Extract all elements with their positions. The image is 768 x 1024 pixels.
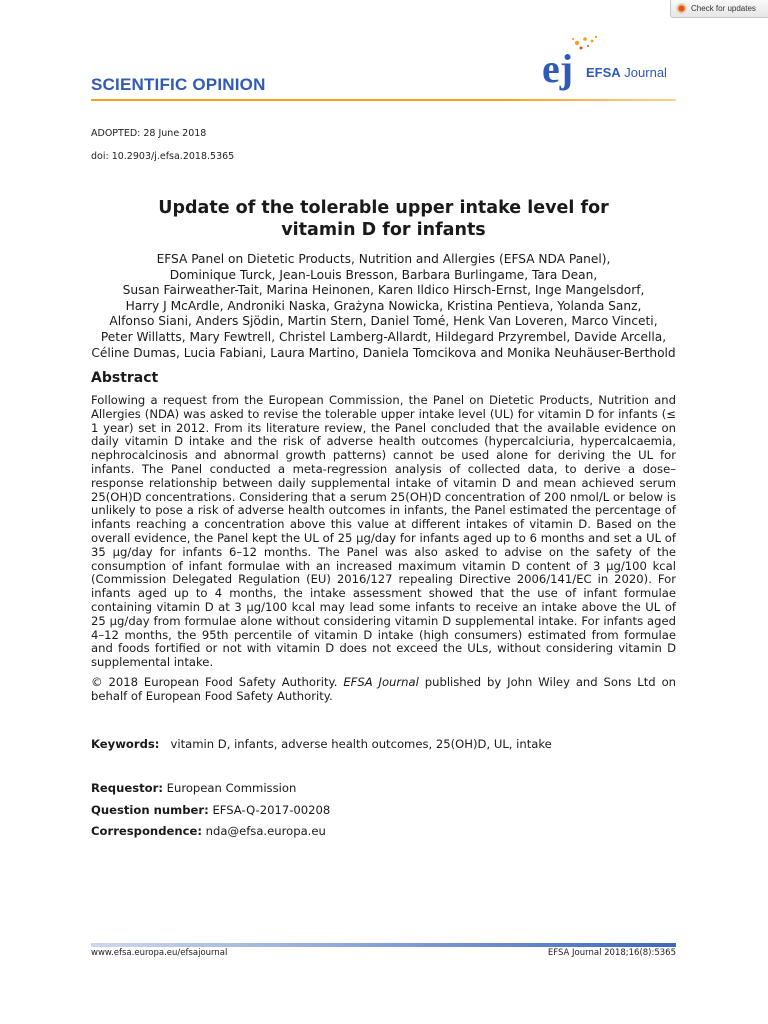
requestor-label: Requestor: <box>91 781 163 795</box>
section-label: SCIENTIFIC OPINION <box>91 75 266 94</box>
copyright-text-end: published by John Wiley and Sons Ltd on behalf of European Food Safety Authority. <box>91 674 677 703</box>
requestor-value: European Commission <box>166 781 297 795</box>
author-line: Harry J McArdle, Androniki Naska, Grażyna Nowicka, Kristina Pentieva, Yolanda Sanz, <box>125 298 642 313</box>
correspondence-label: Correspondence: <box>91 824 202 838</box>
author-list <box>91 252 676 361</box>
header-rule <box>91 99 676 101</box>
copyright-text: © 2018 European Food Safety Authority. <box>91 674 344 689</box>
author-line: Peter Willatts, Mary Fewtrell, Christel Lamberg-Allardt, Hildegard Przyrembel, Davide Arcella, <box>100 329 667 344</box>
requestor <box>91 781 296 795</box>
correspondence <box>91 824 326 838</box>
title-line: Update of the tolerable upper intake level for <box>158 198 609 218</box>
logo-mark: ej <box>542 46 574 91</box>
doi-link[interactable]: doi: 10.2903/j.efsa.2018.5365 <box>91 151 235 162</box>
author-line: Alfonso Siani, Anders Sjödin, Martin Stern, Daniel Tomé, Henk Van Loveren, Marco Vinceti, <box>109 314 658 329</box>
logo-brand: EFSA <box>586 65 621 80</box>
crossmark-icon <box>676 3 687 14</box>
keywords <box>91 737 552 751</box>
question-number <box>91 803 330 817</box>
abstract-text: Following a request from the European Commission, the Panel on Dietetic Products, Nutrition and Allergies (NDA) was asked to revise the tolerable upper intake level (UL) for vitamin D for infants (≤ 1 year) set in 2012. From its literature review, the Panel concluded that the available evidence on daily vitamin D intake and the risk of adverse health outcomes (hypercalciuria, hypercalcaemia, nephrocalcinosis and abnormal growth patterns) cannot be used alone for deriving the UL for infants. The Panel conducted a meta-regression analysis of collected data, to derive a dose–response relationship between daily supplemental intake of vitamin D and mean achieved serum 25(OH)D concentrations. Considering that a serum 25(OH)D concentration of 200 nmol/L or below is unlikely to pose a risk of adverse health outcomes in infants, the Panel estimated the percentage of infants reaching a concentration above this value at different intakes of vitamin D. Based on the overall evidence, the Panel kept the UL of 25 μg/day for infants aged up to 6 months and set a UL of 35 μg/day for infants 6–12 months. The Panel was also asked to advise on the safety of the consumption of infant formulae with an increased maximum vitamin D content of 3 μg/100 kcal (Commission Delegated Regulation (EU) 2016/127 repealing Directive 2006/141/EC in 2020). For infants aged up to 4 months, the intake assessment showed that the use of infant formulae containing vitamin D at 3 μg/100 kcal may lead some infants to receive an intake above the UL of 25 μg/day from formulae alone without considering vitamin D supplemental intake. For infants aged 4–12 months, the 95th percentile of vitamin D intake (high consumers) estimated from formulae and foods fortified or not with vitamin D does not exceed the ULs, without considering vitamin D supplemental intake. <box>91 393 676 670</box>
correspondence-email[interactable]: nda@efsa.europa.eu <box>205 824 326 838</box>
author-line: Susan Fairweather-Tait, Marina Heinonen, Karen Ildico Hirsch-Ernst, Inge Mangelsdorf, <box>122 283 645 298</box>
question-number-value: EFSA-Q-2017-00208 <box>212 803 331 817</box>
logo-wordmark <box>586 65 667 80</box>
title-line: vitamin D for infants <box>281 220 486 240</box>
author-line: EFSA Panel on Dietetic Products, Nutrition and Allergies (EFSA NDA Panel), <box>156 252 611 266</box>
adopted-date: ADOPTED: 28 June 2018 <box>91 128 207 139</box>
journal-name: EFSA Journal <box>343 674 419 689</box>
author-line: Céline Dumas, Lucia Fabiani, Laura Martino, Daniela Tomcikova and Monika Neuhäuser-Berthold <box>91 345 676 360</box>
abstract <box>91 394 676 704</box>
logo-stars <box>572 36 597 50</box>
logo-journal: Journal <box>624 65 667 80</box>
article-title <box>91 197 676 241</box>
copyright-notice <box>91 676 676 704</box>
footer-citation: EFSA Journal 2018;16(8):5365 <box>547 948 676 958</box>
check-for-updates-button[interactable] <box>670 0 768 18</box>
question-number-label: Question number: <box>91 803 209 817</box>
abstract-heading: Abstract <box>91 370 159 386</box>
keywords-value: vitamin D, infants, adverse health outcomes, 25(OH)D, UL, intake <box>170 737 552 751</box>
author-line: Dominique Turck, Jean-Louis Bresson, Barbara Burlingame, Tara Dean, <box>169 267 598 282</box>
check-for-updates-label: Check for updates <box>691 4 756 13</box>
keywords-label: Keywords: <box>91 737 160 751</box>
footer-journal-url[interactable]: www.efsa.europa.eu/efsajournal <box>91 948 228 958</box>
footer-rule <box>91 943 676 947</box>
